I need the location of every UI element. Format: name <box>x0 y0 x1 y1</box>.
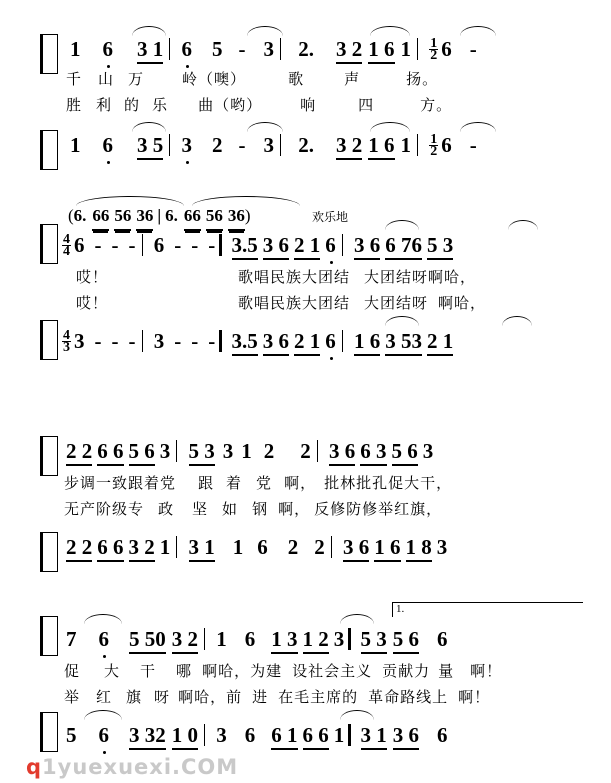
watermark-text: 1yuexuexi.COM <box>42 755 239 779</box>
lyric-line-2: 无产阶级专 政 坚 如 钢 啊， 反修防修举红旗， <box>64 500 443 518</box>
melody-line-upper: 2 2 6 6 5 6 3 5 3 3 1 2 2 3 6 6 3 5 6 3 <box>62 436 585 470</box>
system-bracket-upper <box>40 34 58 74</box>
lyric-line-1: 步调一致跟着党 跟 着 党 啊， 批林批孔促大干， <box>64 474 453 492</box>
melody-line-upper: $\frac{4}{4}$ 6 - - - 6 - - - 3.5 3 6 2 1 6 3 6 6 76 5 3 <box>63 232 454 259</box>
ending-number: 1. <box>396 603 405 615</box>
system-bracket-lower <box>40 712 58 752</box>
lyric-line-1: 促 大 干 哪 啊哈，为建 设社会主义 贡献力 量 啊！ <box>64 662 503 680</box>
lyric-line-2: 胜 利 的 乐 曲（哟） 响 四 方。 <box>66 96 453 114</box>
melody-line-lower: 1 6 3 5 3 2 - 3 2. 3 2 1 6 1 $\frac{1}{2}$ 6 - <box>70 132 477 159</box>
melody-line-upper: 7 6 5 50 3 2 1 6 1 3 1 2 3 5 3 5 6 6 <box>62 624 585 658</box>
melody-line-lower: $\frac{4}{3}$ 3 - - - 3 - - - 3.5 3 6 2 1 6 1 6 3 53 2 1 <box>63 328 454 355</box>
melody-line-lower: 2 2 6 6 3 2 1 3 1 1 6 2 2 3 6 1 6 1 8 3 <box>62 532 585 566</box>
pickup-phrase: (6. 66 56 36 | 6. 66 56 36) <box>68 206 251 226</box>
system-bracket-upper <box>40 436 58 476</box>
site-watermark <box>26 755 238 779</box>
lyric-line-1: 哎！ 歌唱民族大团结 大团结呀啊哈， <box>76 268 477 286</box>
slur-icon <box>192 196 300 206</box>
slur-icon <box>340 614 374 624</box>
lyric-line-1: 千 山 万 岭（噢） 歌 声 扬。 <box>66 70 439 88</box>
lyric-line-2: 哎！ 歌唱民族大团结 大团结呀 啊哈， <box>76 294 487 312</box>
slur-icon <box>508 220 538 230</box>
system-bracket-upper <box>40 224 58 264</box>
tempo-marking: 欢乐地 <box>312 210 349 224</box>
system-bracket-lower <box>40 320 58 360</box>
lyric-line-2: 举 红 旗 呀 啊哈，前 进 在毛主席的 革命路线上 啊！ <box>64 688 491 706</box>
melody-line-upper: 1 6 3 1 6 5 - 3 2. 3 2 1 6 1 $\frac{1}{2}$ 6 - <box>70 36 477 63</box>
watermark-q: q <box>26 755 43 779</box>
system-bracket-upper <box>40 616 58 656</box>
slur-icon <box>84 614 122 624</box>
slur-icon <box>76 196 184 206</box>
system-bracket-lower <box>40 130 58 170</box>
slur-icon <box>385 220 419 230</box>
system-bracket-lower <box>40 532 58 572</box>
melody-line-lower: 5 6 3 32 1 0 3 6 6 1 6 6 1 3 1 3 6 6 <box>62 720 585 754</box>
repeat-ending-bracket <box>392 602 583 617</box>
